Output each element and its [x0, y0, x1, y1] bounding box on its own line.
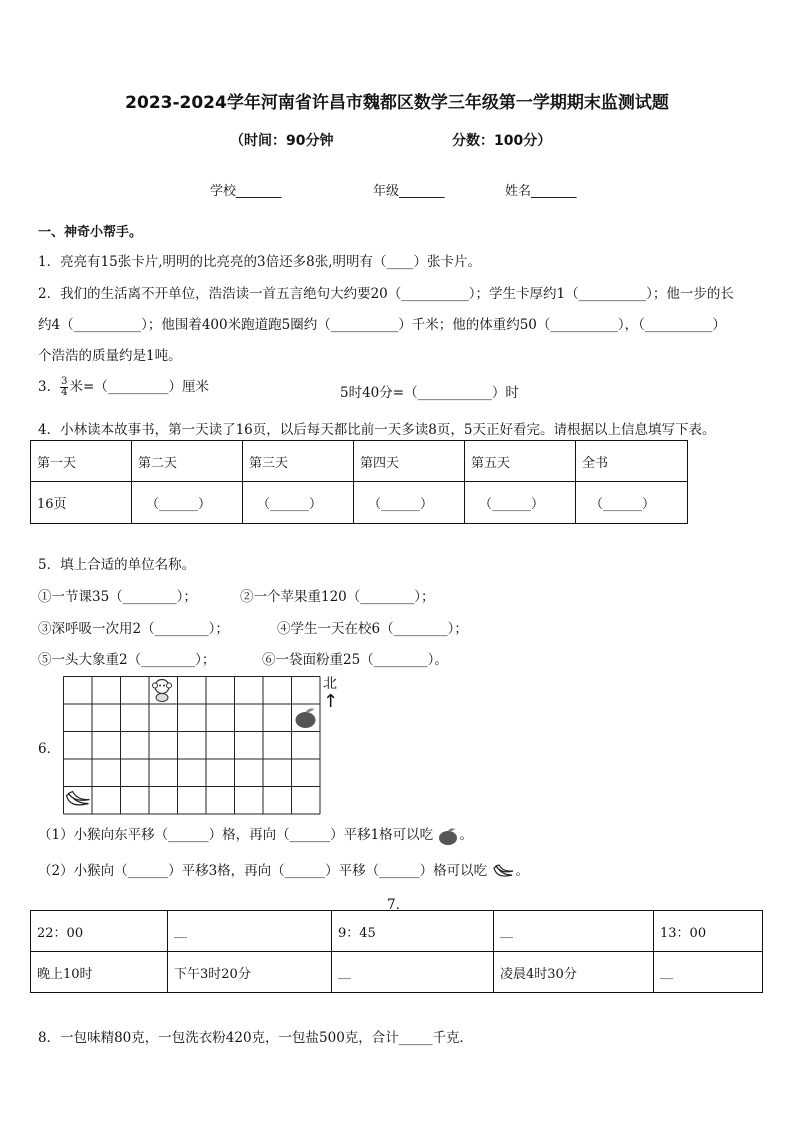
time-table-row-2: [31, 952, 763, 993]
question-7-label: 7．: [387, 897, 410, 913]
peach-icon: [296, 708, 316, 728]
monkey-icon: [153, 680, 172, 702]
exam-time: （时间：90分钟: [230, 133, 334, 149]
time-cell: 下午3时20分: [168, 952, 332, 993]
unit-item-5: ⑤一头大象重2（________）；: [38, 652, 216, 668]
grade-field[interactable]: 年级_______: [373, 184, 445, 199]
answer-blank[interactable]: __: [332, 952, 494, 993]
unit-item-3: ③深呼吸一次用2（________）；: [38, 621, 229, 637]
fraction-denominator: 4: [61, 387, 68, 398]
table-header: 全书: [576, 441, 688, 482]
time-cell: 凌晨4时30分: [494, 952, 654, 993]
time-cell: 晚上10时: [31, 952, 168, 993]
page-title: 2023-2024学年河南省许昌市魏都区数学三年级第一学期期末监测试题: [125, 93, 669, 113]
question-8: 8．一包味精80克，一包洗衣粉420克，一包盐500克，合计_____千克．: [38, 1030, 474, 1046]
table-header: 第一天: [31, 441, 132, 482]
banana-icon: [491, 862, 515, 882]
answer-blank[interactable]: __: [168, 911, 332, 952]
reading-table: [30, 440, 688, 524]
question-6-label: 6．: [38, 741, 61, 757]
question-3-part-1: [38, 375, 209, 398]
question-1: 1．亮亮有15张卡片,明明的比亮亮的3倍还多8张,明明有（____）张卡片。: [38, 254, 482, 270]
reading-table-value-row: [31, 482, 688, 524]
table-header: 第四天: [354, 441, 465, 482]
fraction: [60, 377, 68, 398]
question-6-sub-2-end: 。: [515, 863, 529, 879]
unit-item-2: ②一个苹果重120（________）；: [240, 589, 435, 605]
question-3-part-2: 5时40分=（___________）时: [340, 385, 519, 401]
time-cell: 13：00: [654, 911, 763, 952]
question-6-sub-1-text: （1）小猴向东平移（______）格，再向（______）平移1格可以吃: [38, 827, 434, 843]
school-field[interactable]: 学校_______: [210, 184, 282, 199]
question-2-line-3: 个浩浩的质量约是1吨。: [38, 348, 182, 364]
time-cell: 22：00: [31, 911, 168, 952]
exam-score: 分数：100分）: [452, 133, 552, 149]
banana-icon: [67, 792, 90, 805]
north-label: 北: [323, 676, 337, 692]
north-indicator: [323, 673, 338, 712]
north-arrow-icon: ↑: [323, 691, 339, 712]
reading-table-header-row: [31, 441, 688, 482]
table-header: 第五天: [465, 441, 576, 482]
table-cell: 16页: [31, 482, 132, 524]
answer-blank[interactable]: （______）: [243, 482, 354, 524]
time-table: [30, 910, 763, 993]
unit-item-4: ④学生一天在校6（________）；: [277, 621, 468, 637]
time-cell: 9：45: [332, 911, 494, 952]
question-6-sub-2: [38, 859, 529, 882]
coordinate-grid: [63, 676, 321, 816]
unit-item-6: ⑥一袋面粉重25（________）。: [262, 652, 448, 668]
question-2-line-2: 约4（__________）；他围着400米跑道跑5圈约（__________）千米；他的体重约50（__________），（__________）: [38, 317, 726, 333]
question-3-part-1-text: 米=（_________）厘米: [69, 379, 210, 395]
time-table-row-1: [31, 911, 763, 952]
table-header: 第二天: [132, 441, 243, 482]
answer-blank[interactable]: （______）: [132, 482, 243, 524]
answer-blank[interactable]: （______）: [354, 482, 465, 524]
table-header: 第三天: [243, 441, 354, 482]
answer-blank[interactable]: __: [654, 952, 763, 993]
section-title: 一、神奇小帮手。: [38, 225, 143, 240]
answer-blank[interactable]: （______）: [465, 482, 576, 524]
unit-item-1: ①一节课35（________）；: [38, 589, 197, 605]
question-6-sub-1: [38, 823, 473, 846]
question-4: 4．小林读本故事书，第一天读了16页，以后每天都比前一天多读8页，5天正好看完。请根据以上信息填写下表。: [38, 422, 716, 438]
fraction-numerator: 3: [61, 376, 68, 387]
question-6-sub-1-end: 。: [459, 827, 473, 843]
question-5: 5．填上合适的单位名称。: [38, 557, 196, 573]
name-field[interactable]: 姓名_______: [505, 184, 577, 199]
question-2-line-1: 2．我们的生活离不开单位，浩浩读一首五言绝句大约要20（__________）；学生卡厚约1（__________）；他一步的长: [38, 286, 734, 302]
answer-blank[interactable]: （______）: [576, 482, 688, 524]
answer-blank[interactable]: __: [494, 911, 654, 952]
question-6-sub-2-text: （2）小猴向（______）平移3格，再向（______）平移（______）格可以吃: [38, 863, 488, 879]
peach-icon: [437, 826, 459, 846]
question-3-label: 3．: [38, 379, 61, 395]
